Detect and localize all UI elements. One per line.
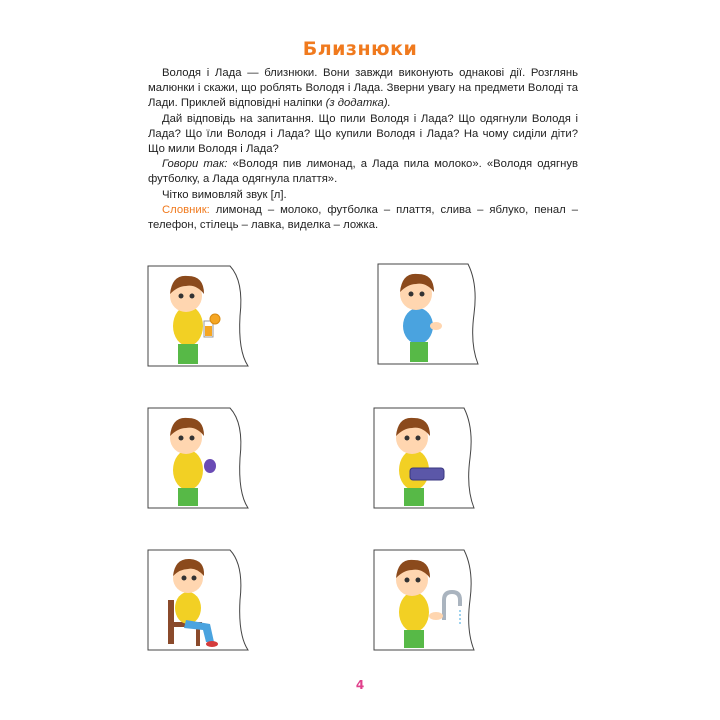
boy-drinking-illustration xyxy=(148,266,248,366)
paragraph-5: Словник: лимонад – молоко, футболка – плаття, слива – яблуко, пенал – телефон, стілець – лавка, виделка – ложка. xyxy=(148,203,578,232)
boy-eating-illustration xyxy=(148,408,248,508)
instruction-text xyxy=(148,66,578,233)
page-title: Близнюки xyxy=(302,38,418,60)
card-eating-plum xyxy=(148,408,248,508)
boy-in-tshirt-illustration xyxy=(378,264,478,364)
card-sitting-on-chair xyxy=(148,550,248,650)
boy-washing-illustration xyxy=(374,550,474,650)
card-wearing-tshirt xyxy=(378,264,478,364)
paragraph-3: Говори так: «Володя пив лимонад, а Лада пила молоко». «Володя одягнув футболку, а Лада одягнула плаття». xyxy=(148,158,578,186)
boy-on-chair-illustration xyxy=(148,550,248,650)
boy-with-pencil-case-illustration xyxy=(374,408,474,508)
card-washing-tap xyxy=(374,550,474,650)
paragraph-2: Дай відповідь на запитання. Що пили Володя і Лада? Що одягнули Володя і Лада? Що їли Володя і Лада? Що купили Володя і Лада? На чому сиділи діти? Що мили Володя і Лада? xyxy=(148,112,578,156)
paragraph-4: Чітко вимовляй звук [л]. xyxy=(162,188,287,201)
card-drinking-lemonade xyxy=(148,266,248,366)
page-number: 4 xyxy=(355,678,365,692)
card-pencil-case xyxy=(374,408,474,508)
paragraph-1: Володя і Лада — близнюки. Вони завжди виконують однакові дії. Розглянь малюнки і скажи, що роблять Володя і Лада. Зверни увагу на предмети Володі та Лади. Приклей відповідні наліпки (з додатка). xyxy=(148,67,578,110)
vocabulary-label: Словник: xyxy=(162,203,210,216)
